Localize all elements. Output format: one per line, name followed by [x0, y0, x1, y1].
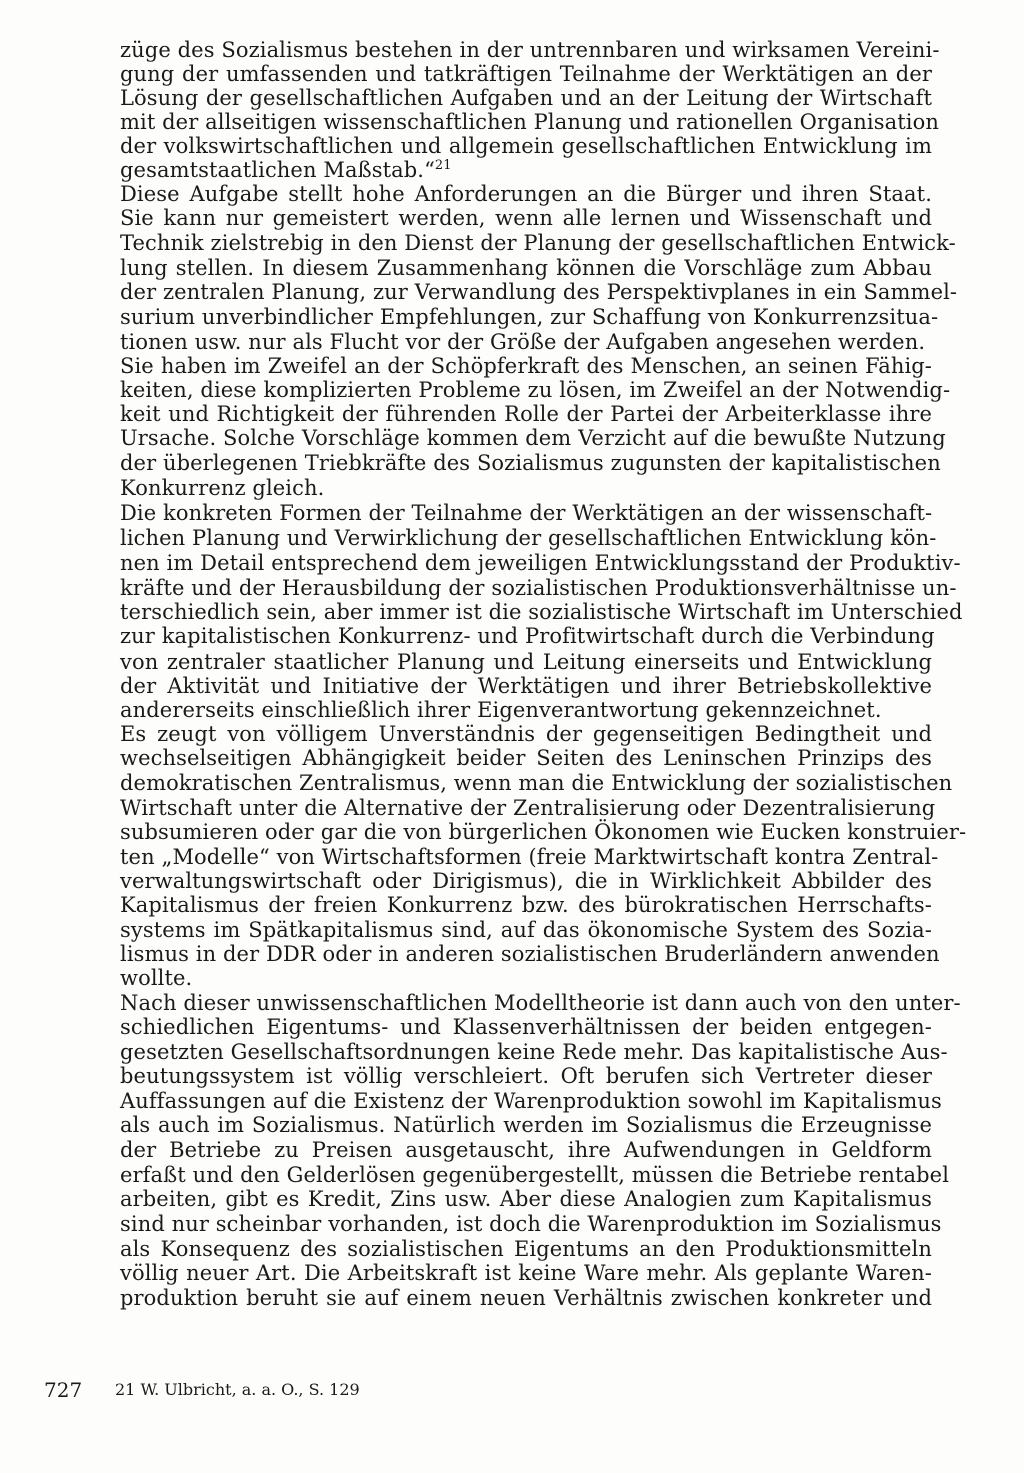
text-line: Auffassungen auf die Existenz der Warenproduktion sowohl im Kapitalismus: [120, 1089, 942, 1113]
text-line: züge des Sozialismus bestehen in der untrennbaren und wirksamen Vereini-: [120, 38, 940, 62]
text-line: Diese Aufgabe stellt hohe Anforderungen an die Bürger und ihren Staat.: [120, 182, 932, 206]
text-line: zur kapitalistischen Konkurrenz- und Profitwirtschaft durch die Verbindung: [120, 624, 935, 648]
text-line: systems im Spätkapitalismus sind, auf das ökonomische System des Sozia-: [120, 918, 932, 942]
text-line: lichen Planung und Verwirklichung der gesellschaftlichen Entwicklung kön-: [120, 526, 937, 550]
text-line: Technik zielstrebig in den Dienst der Planung der gesellschaftlichen Entwick-: [120, 231, 956, 255]
text-line: lismus in der DDR oder in anderen sozialistischen Bruderländern anwenden: [120, 942, 940, 966]
text-line: der zentralen Planung, zur Verwandlung des Perspektivplanes in ein Sammel-: [120, 280, 958, 304]
text-line: nen im Detail entsprechend dem jeweiligen Entwicklungsstand der Produktiv-: [120, 551, 961, 575]
text-line: arbeiten, gibt es Kredit, Zins usw. Aber diese Analogien zum Kapitalismus: [120, 1187, 932, 1211]
text-line: produktion beruht sie auf einem neuen Verhältnis zwischen konkreter und: [120, 1286, 932, 1310]
text-line: der überlegenen Triebkräfte des Sozialismus zugunsten der kapitalistischen: [120, 451, 941, 475]
text-line: der volkswirtschaftlichen und allgemein gesellschaftlichen Entwicklung im: [120, 134, 932, 158]
text-line: Nach dieser unwissenschaftlichen Modelltheorie ist dann auch von den unter-: [120, 991, 961, 1015]
text-line: ten „Modelle“ von Wirtschaftsformen (freie Marktwirtschaft kontra Zentral-: [120, 845, 939, 869]
text-line: völlig neuer Art. Die Arbeitskraft ist keine Ware mehr. Als geplante Waren-: [120, 1261, 932, 1285]
footnote: 21 W. Ulbricht, a. a. O., S. 129: [115, 1380, 360, 1399]
text-line: Sie haben im Zweifel an der Schöpferkraft des Menschen, an seinen Fähig-: [120, 354, 932, 378]
text-line: als auch im Sozialismus. Natürlich werden im Sozialismus die Erzeugnisse: [120, 1113, 932, 1137]
text-line: Ursache. Solche Vorschläge kommen dem Verzicht auf die bewußte Nutzung: [120, 426, 946, 450]
text-line: wollte.: [120, 966, 193, 990]
text-line: gesamtstaatlichen Maßstab.“$^{21}$: [120, 158, 452, 182]
text-line: kräfte und der Herausbildung der sozialistischen Produktionsverhältnisse un-: [120, 576, 957, 600]
text-line: gesetzten Gesellschaftsordnungen keine Rede mehr. Das kapitalistische Aus-: [120, 1040, 948, 1064]
text-line: mit der allseitigen wissenschaftlichen Planung und rationellen Organisation: [120, 110, 939, 134]
text-line: wechselseitigen Abhängigkeit beider Seiten des Leninschen Prinzips des: [120, 746, 932, 770]
text-line: schiedlichen Eigentums- und Klassenverhältnissen der beiden entgegen-: [120, 1015, 932, 1039]
text-line: terschiedlich sein, aber immer ist die sozialistische Wirtschaft im Unterschied: [120, 600, 963, 624]
text-line: Kapitalismus der freien Konkurrenz bzw. des bürokratischen Herrschafts-: [120, 893, 932, 917]
text-line: verwaltungswirtschaft oder Dirigismus), die in Wirklichkeit Abbilder des: [120, 869, 932, 893]
text-line: lung stellen. In diesem Zusammenhang können die Vorschläge zum Abbau: [120, 256, 932, 280]
text-line: surium unverbindlicher Empfehlungen, zur Schaffung von Konkurrenzsitua-: [120, 305, 939, 329]
text-line: erfaßt und den Gelderlösen gegenübergestellt, müssen die Betriebe rentabel: [120, 1163, 950, 1187]
text-line: beutungssystem ist völlig verschleiert. Oft berufen sich Vertreter dieser: [120, 1064, 932, 1088]
footnote-reference: 21: [434, 158, 452, 173]
text-line: von zentraler staatlicher Planung und Leitung einerseits und Entwicklung: [120, 650, 932, 674]
text-line: der Betriebe zu Preisen ausgetauscht, ihre Aufwendungen in Geldform: [120, 1138, 932, 1162]
text-line: tionen usw. nur als Flucht vor der Größe der Aufgaben angesehen werden.: [120, 330, 926, 354]
text-line: Es zeugt von völligem Unverständnis der gegenseitigen Bedingtheit und: [120, 722, 932, 746]
text-line: der Aktivität und Initiative der Werktätigen und ihrer Betriebskollektive: [120, 674, 932, 698]
text-line: Konkurrenz gleich.: [120, 476, 325, 500]
text-line: gung der umfassenden und tatkräftigen Teilnahme der Werktätigen an der: [120, 62, 932, 86]
page-number: 727: [44, 1378, 83, 1402]
text-line: demokratischen Zentralismus, wenn man die Entwicklung der sozialistischen: [120, 771, 953, 795]
text-line: als Konsequenz des sozialistischen Eigentums an den Produktionsmitteln: [120, 1237, 932, 1261]
text-line: Sie kann nur gemeistert werden, wenn alle lernen und Wissenschaft und: [120, 206, 932, 230]
text-line: Lösung der gesellschaftlichen Aufgaben und an der Leitung der Wirtschaft: [120, 86, 932, 110]
text-line: andererseits einschließlich ihrer Eigenverantwortung gekennzeichnet.: [120, 698, 882, 722]
text-line: keit und Richtigkeit der führenden Rolle der Partei der Arbeiterklasse ihre: [120, 402, 932, 426]
text-line: sind nur scheinbar vorhanden, ist doch die Warenproduktion im Sozialismus: [120, 1212, 942, 1236]
text-line: keiten, diese komplizierten Probleme zu lösen, im Zweifel an der Notwendig-: [120, 378, 951, 402]
text-line: Die konkreten Formen der Teilnahme der Werktätigen an der wissenschaft-: [120, 501, 933, 525]
text-line: Wirtschaft unter die Alternative der Zentralisierung oder Dezentralisierung: [120, 796, 936, 820]
text-line: subsumieren oder gar die von bürgerlichen Ökonomen wie Eucken konstruier-: [120, 820, 967, 844]
